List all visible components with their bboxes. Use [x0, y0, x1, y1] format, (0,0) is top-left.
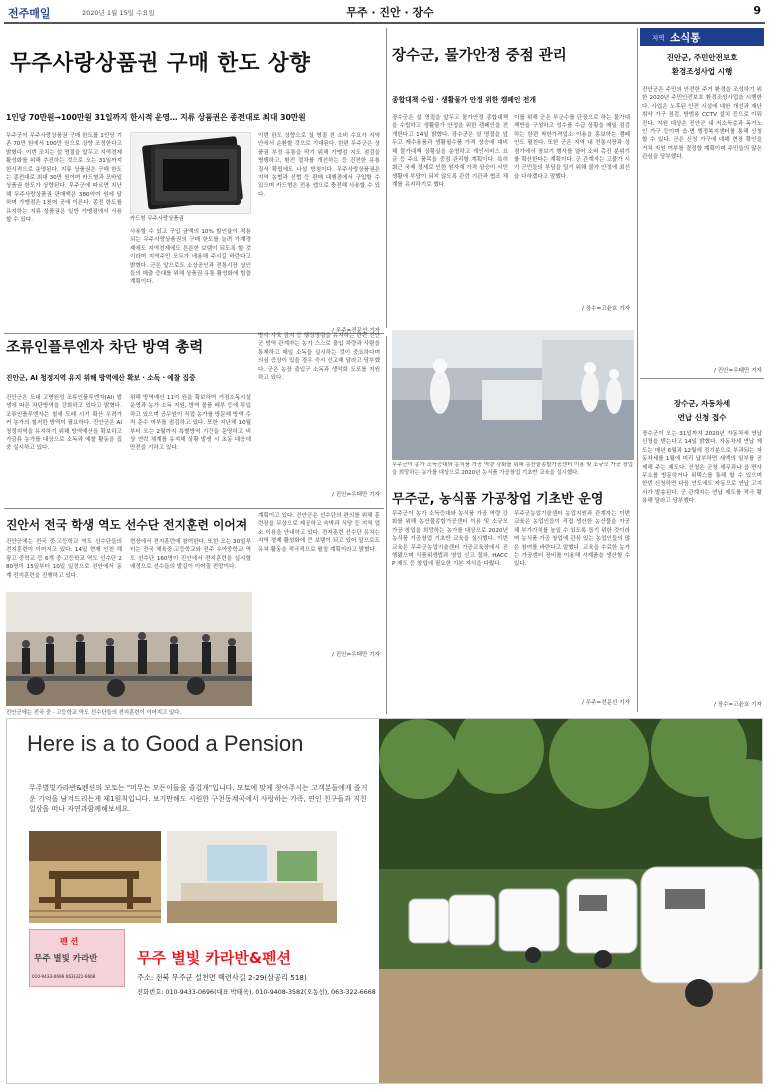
news-heading-prefix: 지역 [652, 34, 665, 42]
caption-weightlifting: 진안군에는 전국 중 · 고등학교 역도 선수단들의 전지훈련이 이어지고 있다. [6, 710, 182, 716]
paper-name: 전주매일 [8, 7, 51, 20]
body-processing-col1: 무주군이 농가 소득증대와 농식품 가공 역량 강화를 위해 농산물종합가공센터 이용 및 소규모 가공 창업을 희망하는 농가를 대상으로 2020년 농식품 가공창업 기초반 교육을 실시했다. 이번 교육은 무주군농업기술센터 가공교육장에서 진행됐으며 식품위생법과 영업 신고 절차, HACCP 제도 등 창업에 필요한 기본 지식을 다뤘다. [392, 511, 508, 568]
body-price-col1: 장수군은 설 명절을 앞두고 물가안정 종합대책을 수립하고 생활물가 안정을 위한 캠페인을 전개한다고 14일 밝혔다. 장수군은 설 명절을 앞두고 제수용품과 생활필수품 가격 상승에 대비해 물가대책 상황실을 운영하고 개인서비스 요금 등 주요 품목을 중점 관리할 계획이다. 특히 최근 국제 정세로 인한 원자재 가격 상승이 서민 생활에 부담이 되지 않도록 관련 기관과 협조 체계를 유지하기로 했다. [392, 115, 508, 189]
news-heading: 소식통 [670, 32, 701, 44]
ad-box [6, 718, 763, 1084]
gym-image [6, 592, 252, 706]
article-ai [0, 333, 384, 506]
room-image [167, 831, 337, 923]
masthead-rule [4, 22, 765, 24]
logo-phone: 010-9433-0696 063)322-6668 [32, 974, 96, 979]
news1-title: 환경조성사업 시행 [671, 67, 733, 76]
divider-col-b [386, 336, 387, 714]
article-giftcard [0, 28, 384, 340]
news1-region: 진안군, 주민안전보호 [666, 53, 738, 62]
subhead-ai: 진안군, AI 청정지역 유지 위해 방역예산 확보 · 소독 · 예찰 집중 [6, 374, 196, 382]
caravan-image [379, 719, 763, 1084]
body-ai-col2: 위해 방역예산 11억 원을 확보하여 거점소독시설 운영과 농가 소독 지원, 방역 물품 배부 등에 투입하고 있으며 공무원이 직접 농가를 방문해 방역 수칙 준수 여부를 점검하고 있다. 또한 지난해 10월부터 오는 2월까지 특별방역 기간을 운영하고 비상 연락 체계를 유지해 상황 발생 시 초동 대응에 만전을 기하고 있다. [130, 395, 251, 452]
ad-photo-deck [29, 831, 161, 923]
weightlifting-photo [6, 592, 252, 706]
processing-photo [392, 330, 634, 460]
byline-price: / 장수=고윤호 기자 [582, 306, 630, 312]
caption-giftcard: 카드형 무주사랑상품권 [130, 216, 184, 222]
news2-body: 장수군이 오는 31일까지 2020년 자동차세 연납 신청을 받는다고 14일 밝혔다. 자동차세 연납 제도는 매년 6월과 12월에 정기분으로 부과되는 자동차세를 1월에 미리 납부하면 세액의 일부를 공제해 주는 제도다. 신청은 군청 세무과나 읍·면사무소를 방문하거나 위택스를 통해 할 수 있으며 한번 신청하면 다음 연도에도 자동으로 연납 고지서가 발송된다. 군 관계자는 연납 제도를 적극 활용해 달라고 당부했다. [642, 431, 762, 505]
body-weightlifting-col2: 현장에서 전지훈련에 참여한다. 또한 오는 30일부터는 전국 체육중·고등학교와 전주 우아중학교 역도 선수단 160명이 진안에서 전지훈련을 실시할 예정으로 선수들의 발길이 이어질 전망이다. [130, 539, 251, 571]
logo-pension: 펜 션 [60, 937, 79, 946]
ad-address: 주소: 전북 무주군 설천면 백련사길 2-29(삼공리 518) [137, 973, 307, 982]
headline-ai: 조류인플루엔자 차단 방역 총력 [6, 340, 204, 356]
divider-col-c [637, 28, 638, 712]
news-sidebar [640, 28, 764, 712]
body-ai-col1: 진안군은 도내 고병원성 조류인플루엔자(AI) 발생에 따른 차단방역을 강화하고 있다고 밝혔다. 조류인플루엔자는 철새 도래 시기 확산 우려가 커 농가의 철저한 방역이 필요하다. 진안군은 AI 청정지역을 유지하기 위해 방역예산을 확보하고 가금류 농가를 대상으로 소독과 예찰 활동을 집중 실시하고 있다. [6, 395, 122, 452]
ad-intro: 무주별빛카라반&펜션의 모토는 "머무는 모든이들을 즐겁게"입니다. 모토에 맞게 찾아주시는 고객분들에게 즐거운 기억을 남겨드리는게 제1원칙입니다. 보기만해도 시원한 구천동계곡에서 사랑하는 가족, 연인 친구들과 지친 일상을 떠나 자연과함께해보세요. [29, 784, 368, 813]
article-processing [388, 488, 634, 710]
ad-photo-room [167, 831, 337, 923]
ad-photo-caravans [379, 719, 763, 1084]
subhead-giftcard: 1인당 70만원→100만원 31일까지 한시적 운영… 지류 상품권은 종전대로 최대 30만원 [6, 113, 306, 122]
byline-ai: / 진안=우태만 기자 [332, 492, 380, 498]
byline-processing: / 무주=전문선 기자 [582, 700, 630, 706]
news1-body: 진안군은 주민의 안전한 주거 환경을 조성하기 위한 2020년 주민안전보호 환경조성사업을 시행한다. 사업은 노후된 안전 시설에 대한 개선과 재난 취약 가구 점검, 방범용 CCTV 설치 등으로 이뤄진다. 지원 대상은 진안군 내 저소득층과 독거노인 가구 등이며 읍·면 행정복지센터를 통해 신청할 수 있다. 군은 신청 가구에 대해 현장 확인을 거쳐 지원 여부를 결정할 계획이며 주민들의 많은 관심을 당부했다. [642, 87, 762, 161]
headline-price: 장수군, 물가안정 중점 관리 [392, 48, 567, 64]
ad-name: 무주 별빛 카라반&펜션 [137, 949, 291, 967]
issue-date: 2020년 1월 15일 수요일 [82, 9, 155, 17]
body-weightlifting-col1: 진안군에는 전국 중·고등학교 역도 선수단들의 전지훈련이 이어지고 있다. 14일 현재 인천 해광고 중학교 등 6개 중·고등학교 역도 선수단 280명이 15일부터 10일 일정으로 진안에서 동계 전지훈련을 진행하고 있다. [6, 539, 122, 579]
processing-image [392, 330, 634, 460]
news-heading-bar [640, 28, 764, 46]
body-giftcard-col3: 이번 한도 상향으로 설 명절 전 소비 수요가 지역 안에서 순환할 것으로 기대된다. 한편 무주군은 상품권 부정 유통을 막기 위해 가맹점 지도 점검을 병행하고, 환전 절차를 개선하는 등 건전한 유통 질서 확립에도 나설 방침이다. 무주사랑상품권은 지역 농협과 신협 등 판매 대행점에서 구입할 수 있으며 카드형은 전용 앱으로 충전해 사용할 수 있다. [258, 133, 380, 198]
deck-image [29, 831, 161, 923]
body-ai-col3: 방사 사육 금지 등 행정명령을 유지하는 한편 진안군 방역 관계자는 농가 스스로 출입 차량과 사람을 통제하고 매일 소독을 실시하는 것이 중요하다며 의심 증상이 있을 경우 즉시 신고해 달라고 당부했다. 군은 농장 출입구 소독과 생석회 도포를 지원하고 있다. [258, 333, 380, 382]
news2-title: 연납 신청 접수 [677, 413, 727, 422]
news-divider [640, 378, 764, 379]
headline-processing: 무주군, 농식품 가공창업 기초반 운영 [392, 492, 604, 507]
news2-byline: / 장수=고윤호 기자 [714, 702, 762, 708]
byline-weightlifting: / 진안=우태만 기자 [332, 652, 380, 658]
divider-col-a [386, 28, 387, 328]
logo-name: 무주 별빛 카라반 [34, 954, 98, 964]
headline-weightlifting: 진안서 전국 학생 역도 선수단 전지훈련 이어져 [6, 518, 248, 532]
news1-byline: / 진안=우태만 기자 [714, 368, 762, 374]
giftcard-photo [130, 132, 251, 214]
article-price [388, 28, 634, 328]
ad-headline: Here is a to Good a Pension [27, 731, 304, 756]
news2-region: 장수군, 자동차세 [673, 399, 731, 408]
giftcard-image [131, 133, 251, 214]
section-name: 무주 · 진안 · 장수 [346, 6, 434, 19]
body-price-col2: 이를 위해 군은 부군수를 단장으로 하는 물가대책반을 구성하고 성수품 수급 상황을 매일 점검하는 한편 착한가격업소 이용을 홍보하는 캠페인도 펼친다. 또한 군은 지역 내 전통시장과 상점가에서 장보기 행사를 열어 소비 촉진 분위기를 확산한다는 계획이다. 군 관계자는 고물가 시기 군민들의 부담을 덜기 위해 물가 안정에 최선을 다하겠다고 말했다. [514, 115, 630, 180]
page-number: 9 [753, 4, 761, 17]
body-weightlifting-col3: 계획이고 있다. 진안군은 선수단의 편의를 위해 훈련장을 무상으로 제공하고 숙박과 식당 등 지역 업소 이용을 안내하고 있다. 전지훈련 선수단 유치는 지역 경제 활성화에 큰 보탬이 되고 있어 앞으로도 유치 활동을 적극적으로 펼칠 계획이라고 밝혔다. [258, 513, 380, 553]
ad-logo [29, 929, 125, 987]
body-processing-col2: 무주군농업기술센터 농업지원과 관계자는 이번 교육은 농업인들이 직접 생산한 농산물을 가공해 부가가치를 높일 수 있도록 돕기 위한 것이라며 농식품 가공 창업에 관심 있는 농업인들의 많은 참여를 바란다고 말했다. 교육을 수료한 농가는 가공센터 장비를 이용해 시제품을 생산할 수 있다. [514, 511, 630, 568]
body-giftcard-col1: 무주군이 무주사랑상품권 구매 한도를 1인당 기존 70만 원에서 100만 원으로 상향 조정한다고 밝혔다. 이번 조치는 설 명절을 앞두고 지역경제 활성화를 위해 추진하는 것으로 오는 31일까지 한시적으로 운영된다. 지류 상품권은 구매 한도는 종전대로 최대 30만 원이며 카드형과 모바일 상품권 한도가 상향된다. 무주군에 따르면 지난해 무주사랑상품권 판매액은 380억여 원에 달하며 가맹점은 1천여 곳에 이른다. 종전 한도를 유지하는 지류 상품권은 일반 가맹점에서 사용할 수 있다. [6, 133, 122, 224]
byline-giftcard: / 무주=전문선 기자 [332, 328, 380, 334]
subhead-price: 종합대책 수립 · 생활물가 안정 위한 캠페인 전개 [392, 96, 536, 104]
masthead [0, 0, 769, 24]
divider-row-2 [4, 508, 384, 509]
caption-processing: 무주군이 농가 소득증대와 농식품 가공 역량 강화를 위해 농산물종합가공센터 이용 및 소규모 가공 창업을 희망하는 농가를 대상으로 2020년 농식품 가공창업 기초반 교육을 실시했다. [392, 462, 633, 476]
headline-giftcard: 무주사랑상품권 구매 한도 상향 [10, 51, 311, 76]
body-giftcard-col2: 사용할 수 있고 구입 금액의 10% 할인율이 적용되는 무주사랑상품권의 구매 한도를 늘려 가계경제에도 지역경제에도 튼튼한 보탬이 되도록 할 것이라며 지역주민 모두가 애용해 주시길 바란다고 밝혔다. 군은 앞으로도 소상공인과 전통시장 상인들의 매출 증대를 위해 상품권 유통 활성화에 힘쓸 계획이다. [130, 229, 251, 286]
ad-phone: 전화번호: 010-9433-0696(대표 박태욱), 010-9408-3582(오동선), 063-322-6668 [137, 989, 376, 996]
